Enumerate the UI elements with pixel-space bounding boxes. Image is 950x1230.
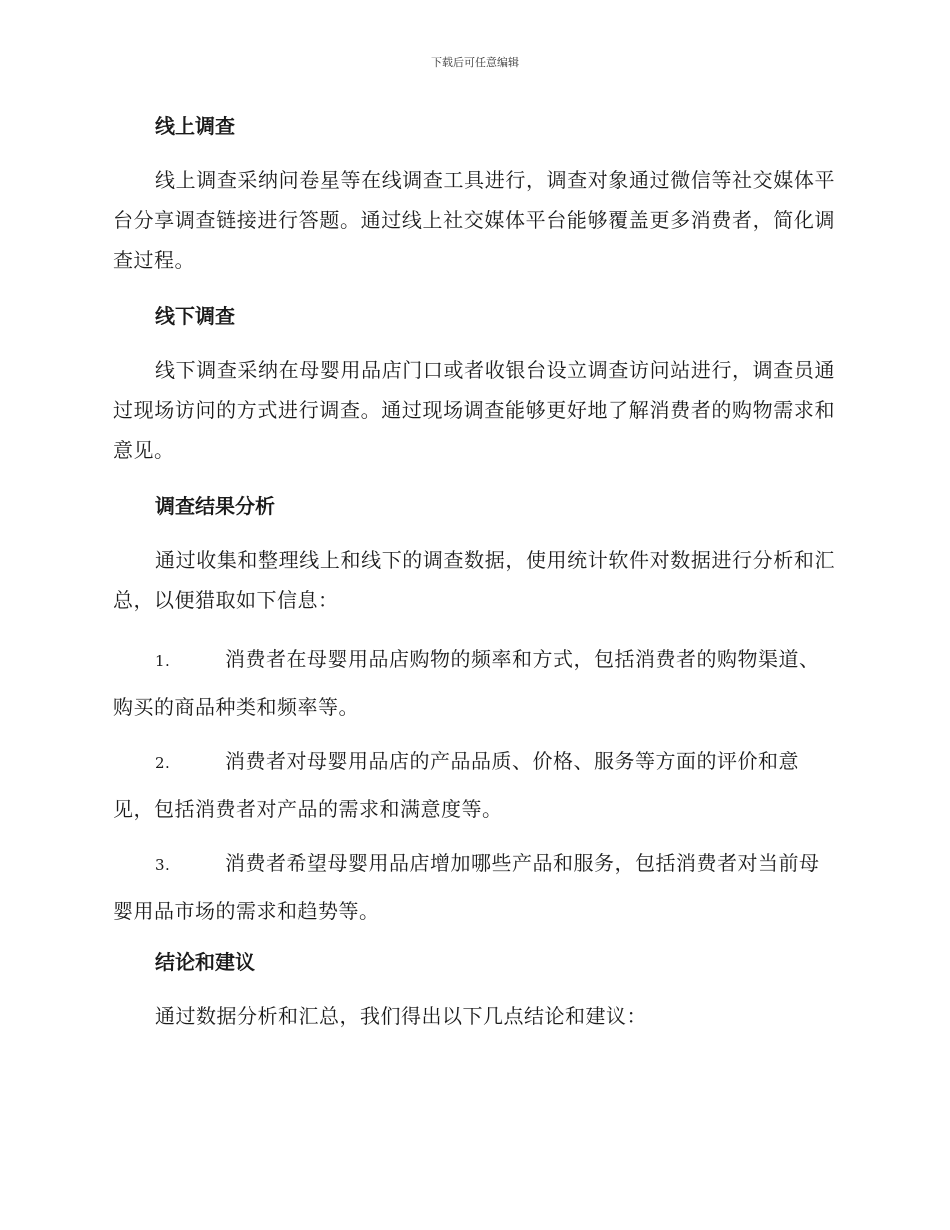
heading-conclusion: 结论和建议 [155,950,255,974]
list-item [113,840,835,934]
list-item-text: 消费者在母婴用品店购物的频率和方式，包括消费者的购物渠道、购买的商品种类和频率等。 [113,647,820,719]
list-item-text: 消费者希望母婴用品店增加哪些产品和服务，包括消费者对当前母婴用品市场的需求和趋势等。 [113,851,820,923]
paragraph-offline-survey: 线下调查采纳在母婴用品店门口或者收银台设立调查访问站进行，调查员通过现场访问的方式进行调查。通过现场调查能够更好地了解消费者的购物需求和意见。 [113,358,835,462]
list-item-number: 3. [155,856,171,874]
heading-online-survey: 线上调查 [155,114,235,138]
heading-offline-survey: 线下调查 [155,304,235,328]
page-header-note: 下载后可任意编辑 [431,56,519,69]
document-body [113,106,835,1052]
heading-result-analysis: 调查结果分析 [155,494,275,518]
list-item-number: 2. [155,754,171,772]
list-item [113,636,835,730]
list-item-number: 1. [155,652,171,670]
paragraph-online-survey: 线上调查采纳问卷星等在线调查工具进行，调查对象通过微信等社交媒体平台分享调查链接进行答题。通过线上社交媒体平台能够覆盖更多消费者，简化调查过程。 [113,168,835,272]
paragraph-conclusion-intro: 通过数据分析和汇总，我们得出以下几点结论和建议： [155,1004,647,1028]
list-item [113,738,835,832]
paragraph-analysis-intro: 通过收集和整理线上和线下的调查数据，使用统计软件对数据进行分析和汇总，以便猎取如下信息： [113,548,835,612]
list-item-text: 消费者对母婴用品店的产品品质、价格、服务等方面的评价和意见，包括消费者对产品的需求和满意度等。 [113,749,799,821]
